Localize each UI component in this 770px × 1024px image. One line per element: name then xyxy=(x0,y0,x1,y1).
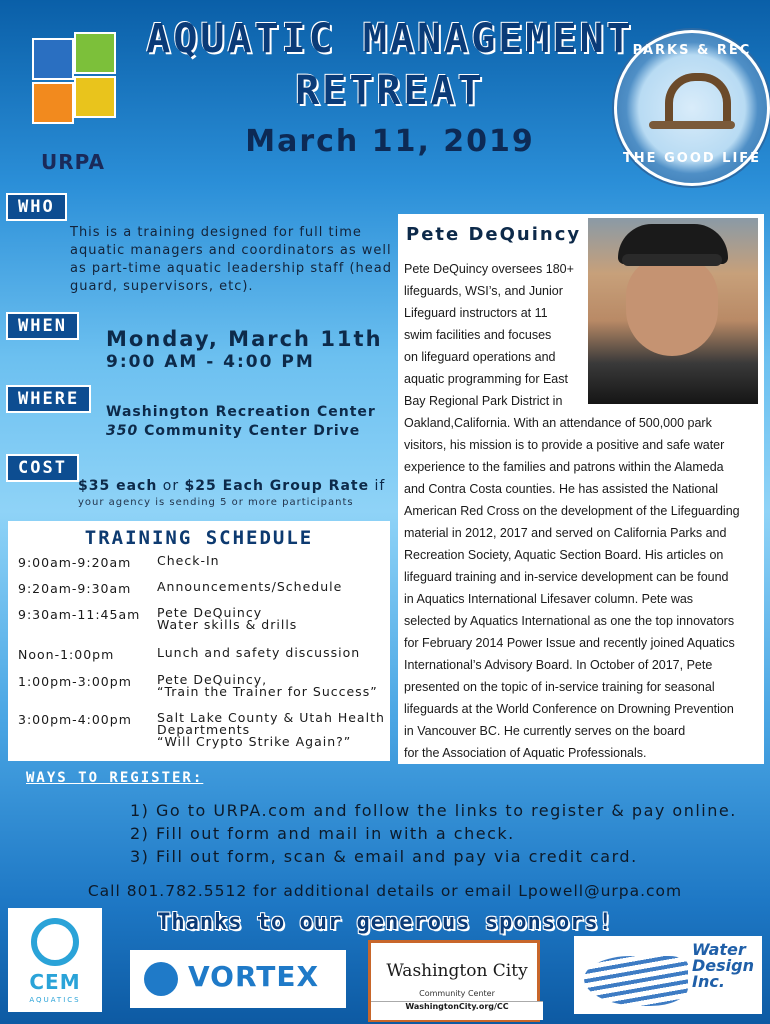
cost-price-single: $35 each xyxy=(78,478,158,494)
speaker-bio xyxy=(404,258,740,764)
basketball-icon xyxy=(32,82,74,124)
cost-price-group: $25 Each Group Rate xyxy=(184,478,370,494)
register-option: 1) Go to URPA.com and follow the links to register & pay online. xyxy=(130,801,737,820)
bio-line: lifeguards, WSI’s, and Junior xyxy=(404,284,563,298)
cost-note: your agency is sending 5 or more participants xyxy=(78,497,354,508)
sponsor-vortex xyxy=(130,950,346,1008)
speaker-name: Pete DeQuincy xyxy=(406,224,582,245)
schedule-time: 9:00am-9:20am xyxy=(18,555,132,570)
bio-line: for February 2014 Power Issue and recently joined Aquatics xyxy=(404,636,735,650)
bio-line: on lifeguard operations and xyxy=(404,350,556,364)
washington-name: Washington City xyxy=(386,961,528,981)
water-design-name xyxy=(692,942,754,990)
register-option: 3) Fill out form, scan & email and pay via credit card. xyxy=(130,847,638,866)
schedule-time: 9:30am-11:45am xyxy=(18,607,141,622)
event-date: March 11, 2019 xyxy=(245,124,535,159)
bio-line: presented on the topic of in-service training for seasonal xyxy=(404,680,715,694)
cem-name: CEM xyxy=(29,970,81,994)
cost-or: or xyxy=(162,478,180,494)
where-venue: Washington Recreation Center xyxy=(106,404,376,420)
who-text: This is a training designed for full time aquatic managers and coordinators as well as part-time aquatic leadership staff (head guard, supervisors, etc). xyxy=(70,225,392,294)
cost-tab: COST xyxy=(6,454,79,482)
schedule-title: TRAINING SCHEDULE xyxy=(84,527,314,549)
cost-if: if xyxy=(374,478,386,494)
bio-line: in Vancouver BC. He currently serves on the board xyxy=(404,724,686,738)
schedule-desc-line: Lunch and safety discussion xyxy=(157,645,361,660)
vortex-name: VORTEX xyxy=(188,960,320,993)
sponsors-heading: Thanks to our generous sponsors! xyxy=(157,910,613,935)
where-address xyxy=(106,423,360,439)
when-day: Monday, March 11th xyxy=(106,327,383,351)
schedule-desc-line: Departments xyxy=(157,722,251,737)
bio-line: American Red Cross on the development of the Lifeguarding xyxy=(404,504,740,518)
schedule-desc xyxy=(157,555,220,567)
training-schedule xyxy=(8,521,390,761)
bio-line: Oakland,California. With an attendance of 500,000 park xyxy=(404,416,712,430)
urpa-logo xyxy=(28,32,118,172)
sponsor-water-design xyxy=(574,936,762,1014)
bio-line: swim facilities and focuses xyxy=(404,328,552,342)
bio-line: visitors, his mission is to provide a positive and safe water xyxy=(404,438,725,452)
arch-icon xyxy=(665,73,731,125)
schedule-desc-line: Water skills & drills xyxy=(157,617,298,632)
bio-line: for the Association of Aquatic Professionals. xyxy=(404,746,647,760)
title-line-1: AQUATIC MANAGEMENT xyxy=(146,16,634,62)
schedule-desc-line: Salt Lake County & Utah Health xyxy=(157,710,385,725)
swimmer-icon xyxy=(32,38,74,80)
schedule-desc xyxy=(157,607,297,631)
water-design-line: Inc. xyxy=(692,972,725,991)
where-number: 350 xyxy=(106,423,139,439)
schedule-desc xyxy=(157,581,342,593)
schedule-time: 1:00pm-3:00pm xyxy=(18,674,132,689)
bio-line: Bay Regional Park District in xyxy=(404,394,563,408)
where-street: Community Center Drive xyxy=(144,423,361,439)
bio-line: material in 2012, 2017 and served on California Parks and xyxy=(404,526,727,540)
parks-rec-seal xyxy=(614,30,770,186)
contact-line: Call 801.782.5512 for additional details or email Lpowell@urpa.com xyxy=(87,882,683,900)
bio-line: lifeguards at the World Conference on Drowning Prevention xyxy=(404,702,734,716)
schedule-time: 3:00pm-4:00pm xyxy=(18,712,132,727)
cem-sub: AQUATICS xyxy=(29,996,81,1004)
seal-top-text: PARKS & REC xyxy=(632,43,752,58)
washington-url: WashingtonCity.org/CC xyxy=(371,1001,543,1020)
bio-line: Lifeguard instructors at 11 xyxy=(404,306,548,320)
bio-line: International’s Advisory Board. In October of 2017, Pete xyxy=(404,658,713,672)
bio-line: selected by Aquatics International as one the top innovators xyxy=(404,614,735,628)
seal-bottom-text: THE GOOD LIFE xyxy=(622,151,762,166)
when-time: 9:00 AM - 4:00 PM xyxy=(106,352,315,372)
bio-line: Pete DeQuincy oversees 180+ xyxy=(404,262,574,276)
cost-line xyxy=(78,478,385,494)
schedule-desc-line: “Train the Trainer for Success” xyxy=(157,684,378,699)
speaker-panel xyxy=(398,214,764,764)
bio-line: and Contra Costa counties. He has assisted the National xyxy=(404,482,719,496)
register-heading: WAYS TO REGISTER: xyxy=(26,770,204,786)
cem-logo-icon xyxy=(31,918,79,966)
bio-line: aquatic programming for East xyxy=(404,372,568,386)
water-design-line: Design xyxy=(692,956,754,975)
urpa-logo-text: URPA xyxy=(41,150,105,174)
water-design-line: Water xyxy=(692,940,746,959)
where-tab: WHERE xyxy=(6,385,91,413)
vortex-logo-icon xyxy=(144,962,178,996)
schedule-desc xyxy=(157,674,378,698)
bio-line: Recreation Society, Aquatic Section Board. His articles on xyxy=(404,548,724,562)
bio-line: lifeguard training and in-service development can be found xyxy=(404,570,729,584)
schedule-time: Noon-1:00pm xyxy=(18,647,115,662)
schedule-desc-line: “Will Crypto Strike Again?” xyxy=(157,734,352,749)
schedule-desc-line: Pete DeQuincy, xyxy=(157,672,268,687)
bio-line: in Aquatics International Lifesaver column. Pete was xyxy=(404,592,694,606)
ground-shape xyxy=(649,121,735,129)
schedule-desc xyxy=(157,647,360,659)
bio-line: experience to the families and patrons within the Alameda xyxy=(404,460,724,474)
schedule-time: 9:20am-9:30am xyxy=(18,581,132,596)
schedule-desc-line: Announcements/Schedule xyxy=(157,579,343,594)
sponsor-washington-city xyxy=(368,940,540,1022)
who-tab: WHO xyxy=(6,193,67,221)
sponsor-cem xyxy=(8,908,102,1012)
schedule-desc xyxy=(157,712,385,748)
schedule-desc-line: Pete DeQuincy xyxy=(157,605,263,620)
schedule-desc-line: Check-In xyxy=(157,553,220,568)
waves-icon xyxy=(584,956,688,1006)
washington-sub: Community Center xyxy=(419,989,495,998)
when-tab: WHEN xyxy=(6,312,79,340)
title-line-2: RETREAT xyxy=(295,68,485,114)
register-option: 2) Fill out form and mail in with a check. xyxy=(130,824,515,843)
